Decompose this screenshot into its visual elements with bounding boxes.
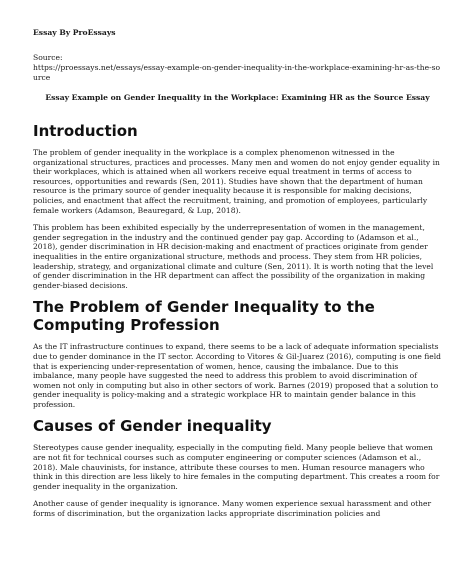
section-heading: Causes of Gender inequality (33, 417, 272, 436)
source-label: Source: (33, 53, 63, 62)
document-title: Essay Example on Gender Inequality in the Workplace: Examining HR as the Source Essay (45, 93, 430, 102)
section-problem (33, 298, 442, 409)
brand-header: Essay By ProEssays (33, 28, 116, 37)
paragraph: This problem has been exhibited especially by the underrepresentation of women in the management, gender segregation in the industry and the continued gender pay gap. According to (Adamson et al., 2018), gender discrimination in HR decision-making and enactment of practices originate from gender inequalities in the entire organizational structure, methods and process. They stem from HR policies, leadership, strategy, and organizational climate and culture (Sen, 2011). It is worth noting that the level of gender discrimination in the HR department can affect the possibility of the organization in making gender-biased decisions. (33, 223, 434, 290)
paragraph: Stereotypes cause gender inequality, especially in the computing field. Many people believe that women are not fit for technical courses such as computer engineering or computer sciences (Adamson et al., 2018). Male chauvinists, for instance, attribute these courses to men. Human resource managers who think in this direction are less likely to hire females in the computing department. This creates a room for gender inequality in the organization. (33, 443, 440, 491)
section-causes (33, 417, 442, 518)
source-block (33, 53, 442, 83)
paragraph: The problem of gender inequality in the workplace is a complex phenomenon witnessed in the organizational structures, practices and processes. Many men and women do not enjoy gender equality in their workplaces, which is attained when all workers receive equal treatment in terms of access to resources, opportunities and rewards (Sen, 2011). Studies have shown that the department of human resource is the primary source of gender inequality because it is responsible for making decisions, policies, and enactment that affect the recruitment, training, and promotion of employees, particularly female workers (Adamson, Beauregard, & Lup, 2018). (33, 148, 440, 215)
section-heading: The Problem of Gender Inequality to the Computing Profession (33, 298, 375, 335)
paragraph: Another cause of gender inequality is ignorance. Many women experience sexual harassment and other forms of discrimination, but the organization lacks appropriate discrimination policies and (33, 499, 432, 519)
source-url[interactable]: https://proessays.net/essays/essay-example-on-gender-inequality-in-the-workplace-examining-hr-as-the-source (33, 63, 441, 82)
paragraph: As the IT infrastructure continues to expand, there seems to be a lack of adequate information specialists due to gender dominance in the IT sector. According to Vitores & Gil-Juarez (2016), computing is one field that is experiencing under-representation of women, hence, causing the imbalance. Due to this imbalance, many people have suggested the need to address this problem to avoid discrimination of women not only in computing but also in other sectors of work. Barnes (2019) proposed that a solution to gender inequality is policy-making and a strategic workplace HR to maintain gender balance in this profession. (33, 342, 441, 409)
section-heading: Introduction (33, 122, 138, 140)
section-introduction (33, 122, 442, 290)
